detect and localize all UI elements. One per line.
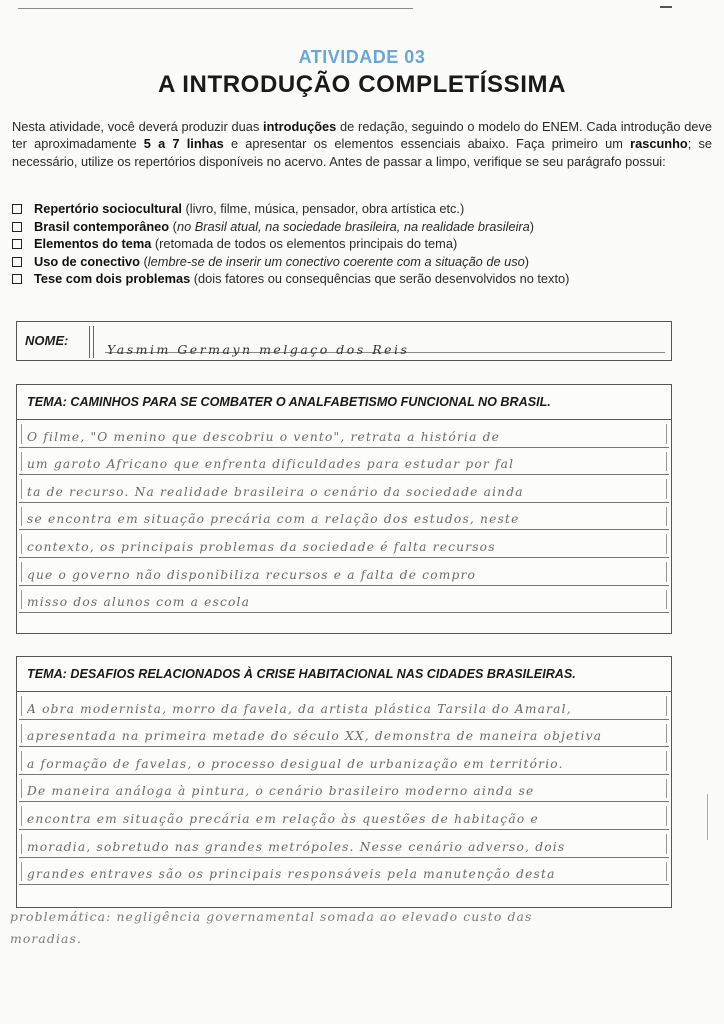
checkbox-icon[interactable] <box>12 257 22 267</box>
writing-line <box>19 720 669 748</box>
instructions-paragraph: Nesta atividade, você deverá produzir duas introduções de redação, seguindo o modelo do ENEM. Cada introdução deve ter aproximadamente 5 a 7 linhas e apresentar os elementos essenciais abaixo. Faça primeiro um rascunho; se necessário, utilize os repertórios disponíveis no acervo. Antes de passar a limpo, verifique se seu parágrafo possui: <box>12 119 712 169</box>
handwritten-text: De maneira análoga à pintura, o cenário brasileiro moderno ainda se <box>27 784 535 799</box>
page-title: A INTRODUÇÃO COMPLETÍSSIMA <box>157 71 567 98</box>
requirements-checklist <box>12 200 712 288</box>
writing-line <box>19 475 669 503</box>
writing-line <box>19 558 669 586</box>
handwritten-text: problemática: negligência governamental somada ao elevado custo das <box>10 909 533 924</box>
handwritten-text: A obra modernista, morro da favela, da artista plástica Tarsila do Amaral, <box>27 701 572 716</box>
handwritten-text: que o governo não disponibiliza recursos e a falta de compro <box>27 567 477 582</box>
handwritten-text: misso dos alunos com a escola <box>27 595 251 610</box>
checklist-item: Elementos do tema (retomada de todos os elementos principais do tema) <box>12 235 712 253</box>
divider <box>93 326 94 358</box>
top-rule <box>18 8 413 9</box>
writing-line <box>19 586 669 614</box>
checklist-item: Repertório sociocultural (livro, filme, música, pensador, obra artística etc.) <box>12 200 712 218</box>
handwritten-text: ta de recurso. Na realidade brasileira o cenário da sociedade ainda <box>27 484 524 499</box>
checkbox-icon[interactable] <box>12 274 22 284</box>
divider <box>89 326 90 358</box>
checklist-item: Uso de conectivo (lembre-se de inserir um conectivo coerente com a situação de uso) <box>12 253 712 271</box>
writing-line <box>19 775 669 803</box>
handwritten-text: moradias. <box>10 931 82 946</box>
writing-line <box>19 747 669 775</box>
handwritten-text: apresentada na primeira metade do século XX, demonstra de maneira objetiva <box>27 729 603 744</box>
writing-line <box>19 692 669 720</box>
handwritten-text: se encontra em situação precária com a relação dos estudos, neste <box>27 512 520 527</box>
handwritten-text: moradia, sobretudo nas grandes metrópoles. Nesse cenário adverso, dois <box>27 839 566 854</box>
writing-line <box>19 503 669 531</box>
checkbox-icon[interactable] <box>12 222 22 232</box>
checkbox-icon[interactable] <box>12 239 22 249</box>
checklist-item: Brasil contemporâneo (no Brasil atual, na sociedade brasileira, na realidade brasileira) <box>12 218 712 236</box>
name-label: NOME: <box>25 333 69 348</box>
writing-line <box>19 858 669 886</box>
writing-line <box>19 802 669 830</box>
theme-1-heading: TEMA: CAMINHOS PARA SE COMBATER O ANALFABETISMO FUNCIONAL NO BRASIL. <box>17 385 671 420</box>
handwritten-text: contexto, os principais problemas da sociedade é falta recursos <box>27 539 496 554</box>
handwritten-text: encontra em situação precária em relação às questões de habitação e <box>27 811 539 826</box>
handwritten-text: O filme, "O menino que descobriu o vento", retrata a história de <box>27 429 501 444</box>
corner-mark <box>660 6 672 8</box>
theme-2-box <box>16 656 672 908</box>
name-box <box>16 321 672 361</box>
margin-mark <box>707 794 708 840</box>
theme-2-writing-area[interactable] <box>17 692 671 885</box>
overflow-handwriting <box>10 906 700 950</box>
theme-1-writing-area[interactable] <box>17 420 671 613</box>
handwritten-text: um garoto Africano que enfrenta dificuldades para estudar por fal <box>27 457 515 472</box>
writing-line <box>19 448 669 476</box>
writing-line <box>19 420 669 448</box>
writing-line <box>19 530 669 558</box>
writing-line <box>19 830 669 858</box>
checklist-item: Tese com dois problemas (dois fatores ou consequências que serão desenvolvidos no texto) <box>12 270 712 288</box>
handwritten-text: grandes entraves são os principais responsáveis pela manutenção desta <box>27 867 556 882</box>
handwritten-text: a formação de favelas, o processo desigual de urbanização em território. <box>27 756 564 771</box>
theme-1-box <box>16 384 672 634</box>
name-field[interactable]: Yasmim Germayn melgaço dos Reis <box>107 342 410 357</box>
activity-number: ATIVIDADE 03 <box>298 47 426 67</box>
page-header <box>0 46 724 100</box>
theme-2-heading: TEMA: DESAFIOS RELACIONADOS À CRISE HABITACIONAL NAS CIDADES BRASILEIRAS. <box>17 657 671 692</box>
checkbox-icon[interactable] <box>12 204 22 214</box>
